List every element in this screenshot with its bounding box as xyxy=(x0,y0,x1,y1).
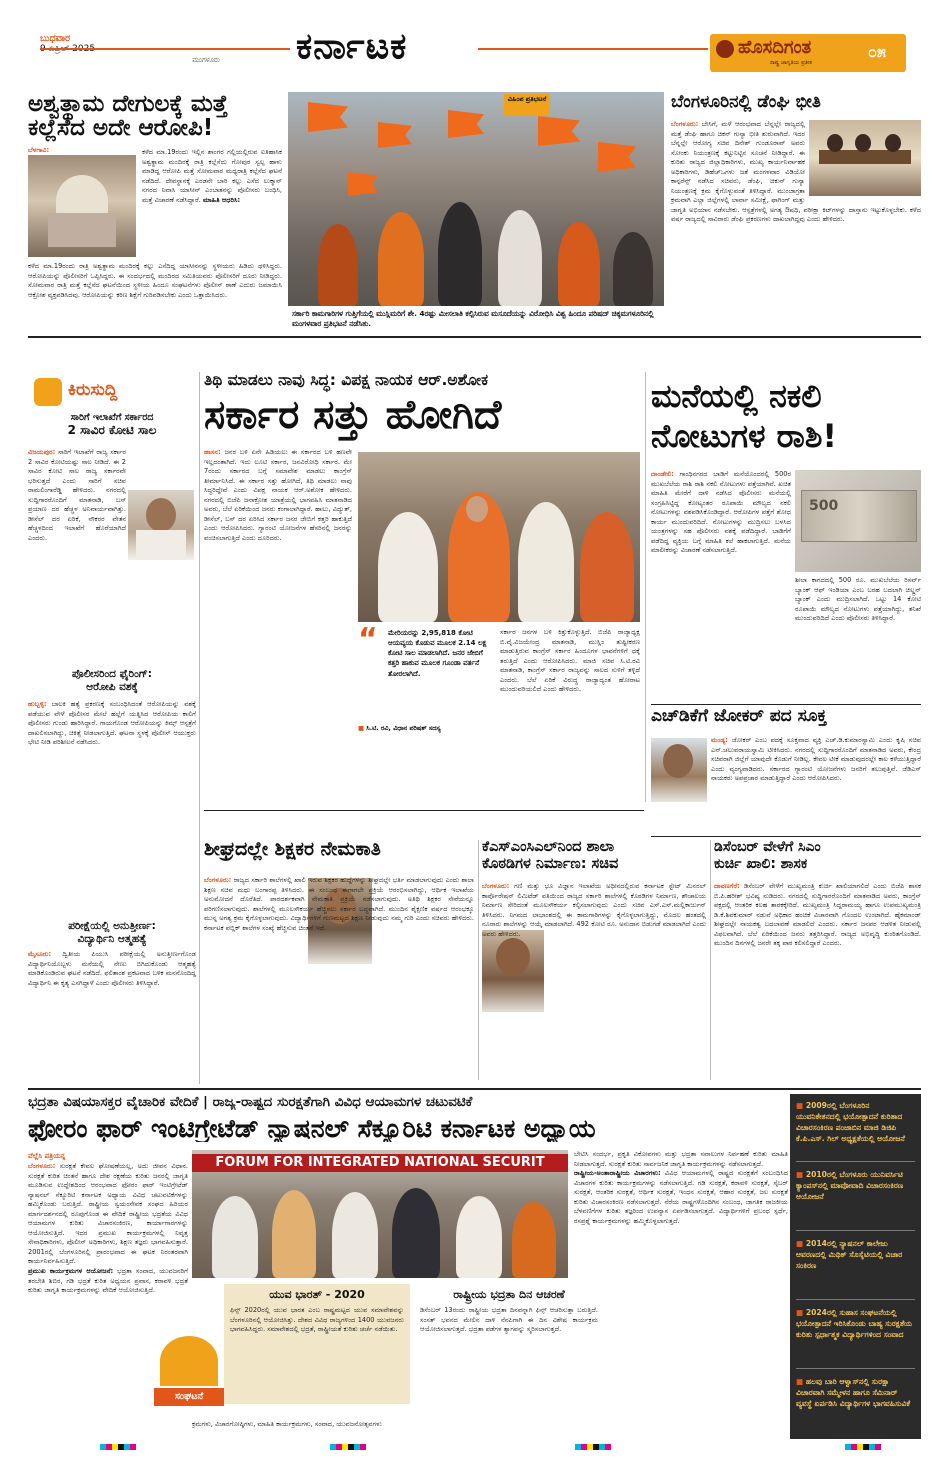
kiru-b3-text: ದ್ವಿತೀಯ ಪಿಯುಸಿ ಪರೀಕ್ಷೆಯಲ್ಲಿ ಅನುತ್ತೀರ್ಣಗೊಂಡ ವಿದ್ಯಾರ್ಥಿನಿಯೊಬ್ಬಳು ಮನೆಯಲ್ಲಿ ನೇಣು ಬಿಗಿದುಕೊಂಡು ಆತ್ಮಹತ್ಯೆ ಮಾಡಿಕೊಂಡಿರುವ ಘಟನೆ ನಡೆದಿದೆ. ಫಲಿತಾಂಶ ಪ್ರಕಟವಾದ ಬಳಿಕ ಮನನೊಂದಿದ್ದ ವಿದ್ಯಾರ್ಥಿನಿ ಈ ಕೃತ್ಯ ಎಸಗಿದ್ದಾಳೆ ಎಂದು ಪೊಲೀಸರು ತಿಳಿಸಿದ್ದಾರೆ. xyxy=(28,950,196,987)
lead-quote-by xyxy=(358,724,494,733)
story-dengue xyxy=(671,94,921,332)
kiru-h1a: ಸಾರಿಗೆ ಇಲಾಖೆಗೆ ಸರ್ಕಾರದ xyxy=(70,412,154,423)
bullet-icon: ■ xyxy=(796,1170,806,1179)
lead-quote: ಮೇರಿಯರನ್ನು 2,95,818 ಕೋಟಿ ಆಯವ್ಯಯ ಕೊಡುವ ಮೂಲಕ 2.14 ಲಕ್ಷ ಕೋಟಿ ಸಾಲ ಮಾಡಲಾಗಿದೆ. ಜನರ ಜೇಬಿಗೆ ಕತ್ತರಿ ಹಾಕುವ ಮೂಲಕ ಗೂಂಡಾ ವರ್ತನೆ ತೋರಲಾಗಿದೆ. xyxy=(388,629,487,678)
protest-photo-block xyxy=(288,92,664,332)
story-dengue-dateline: ಬೆಂಗಳೂರು: xyxy=(671,120,699,128)
ksmcl-body-text: ಗಣಿ ಮತ್ತು ಭೂ ವಿಜ್ಞಾನ ಇಲಾಖೆಯ ಅಧೀನದಲ್ಲಿರುವ ಕರ್ನಾಟಕ ಸ್ಟೇಟ್ ಮಿನರಲ್ ಕಾರ್ಪೊರೇಷನ್ ಲಿಮಿಟೆಡ್ ವತಿಯಿಂದ ರಾಜ್ಯದ ಸರ್ಕಾರಿ ಶಾಲೆಗಳಲ್ಲಿ ಕೊಠಡಿಗಳ ನಿರ್ಮಾಣ, ಶೌಚಾಲಯ ನಿರ್ಮಾಣ ಸೇರಿದಂತೆ ಮೂಲಸೌಕರ್ಯ ಕಲ್ಪಿಸಲಾಗುವುದು ಎಂದು ಸಚಿವ ಎಸ್.ಎಸ್.ಮಲ್ಲಿಕಾರ್ಜುನ್ ತಿಳಿಸಿದರು. ನಿಗಮದ ಲಾಭಾಂಶದಲ್ಲಿ ಈ ಕಾಮಗಾರಿಗಳನ್ನು ಕೈಗೊಳ್ಳಲಾಗುತ್ತಿದ್ದು, ಮೊದಲ ಹಂತದಲ್ಲಿ ನೂರಾರು ಶಾಲೆಗಳನ್ನು ಆಯ್ಕೆ ಮಾಡಲಾಗಿದೆ. 492 ಕೋಟಿ ರೂ. ಅನುದಾನ ಬಿಡುಗಡೆ ಮಾಡಲಾಗಿದೆ ಎಂದು ಅವರು ಹೇಳಿದರು. xyxy=(482,882,706,938)
kiru-b1 xyxy=(28,448,196,616)
kiru-header xyxy=(28,372,196,406)
ksmcl-dateline: ಬೆಂಗಳೂರು: xyxy=(482,882,510,890)
timeline-rule xyxy=(796,1230,915,1231)
story-hdk xyxy=(651,708,921,834)
ksmcl-title-1: ಕೆಎಸ್‌ಎಂಸಿಎಲ್‌ನಿಂದ ಶಾಲಾ xyxy=(482,839,615,855)
divider-2 xyxy=(204,810,644,811)
hdk-rule xyxy=(651,704,921,705)
cm-title-1: ಡಿಸೆಂಬರ್ ವೇಳೆಗೆ ಸಿಎಂ xyxy=(714,839,821,855)
lead-title: ಸರ್ಕಾರ ಸತ್ತು ಹೋಗಿದೆ xyxy=(204,392,502,439)
story-temple-sub: ಮಾಹಿತಿ ಆಧರಿಸಿ: xyxy=(202,195,241,204)
lead-dateline: ಹಾಸನ: xyxy=(204,448,221,456)
cm-title-2: ಕುರ್ಚಿ ಖಾಲಿ: ಶಾಸಕ xyxy=(714,855,808,872)
kiru-b2-text: ಬಾಲಕಿ ಹತ್ಯೆ ಪ್ರಕರಣಕ್ಕೆ ಸಂಬಂಧಿಸಿದಂತೆ ಆರೋಪಿಯನ್ನು ವಶಕ್ಕೆ ಪಡೆಯುವ ವೇಳೆ ಪೊಲೀಸರ ಮೇಲೆ ಹಲ್ಲೆಗೆ ಯತ್ನಿಸಿದ ಆರೋಪಿಯ ಕಾಲಿಗೆ ಪೊಲೀಸರು ಗುಂಡು ಹಾರಿಸಿದ್ದಾರೆ. ಗಾಯಗೊಂಡ ಆರೋಪಿಯನ್ನು ಕಿಮ್ಸ್ ಆಸ್ಪತ್ರೆಗೆ ದಾಖಲಿಸಲಾಗಿದ್ದು, ಚಿಕಿತ್ಸೆ ನೀಡಲಾಗುತ್ತಿದೆ. ಘಟನಾ ಸ್ಥಳಕ್ಕೆ ಪೊಲೀಸ್ ಆಯುಕ್ತರು ಭೇಟಿ ನೀಡಿ ಪರಿಶೀಲನೆ ನಡೆಸಿದರು. xyxy=(28,700,196,747)
temple-photo xyxy=(28,155,136,257)
fake-body-more-text: ಶೀಲಾ ಕಾಗದದಲ್ಲಿ 500 ರೂ. ಮುಖಬೆಲೆಯ ರಿಸರ್ವ್ ಬ್ಯಾಂಕ್ ಆಫ್ ಇಂಡಿಯಾ ಎಂಬ ಬರಹ ಬದಲಾಗಿ ಚಿಲ್ಡ್ರನ್ ಬ್ಯಾಂಕ್ ಎಂದು ಮುದ್ರಿಸಲಾಗಿದೆ. ಒಟ್ಟು 14 ಕೋಟಿ ರೂಪಾಯಿ ಮೌಲ್ಯದ ನೋಟುಗಳು ಪತ್ತೆಯಾಗಿದ್ದು, ತನಿಖೆ ಮುಂದುವರಿದಿದೆ ಎಂದು ಪೊಲೀಸರು ತಿಳಿಸಿದ್ದಾರೆ. xyxy=(795,576,921,623)
forum-banner: FORUM FOR INTEGRATED NATIONAL SECURIT xyxy=(192,1154,568,1172)
yuva-bharat-box xyxy=(224,1284,410,1404)
forum-byline: ವೆಲ್ಲೆಸಿ ಪತ್ರಿಯನ್ನ xyxy=(28,1152,66,1160)
kiru-h3b: ವಿದ್ಯಾರ್ಥಿನಿ ಆತ್ಮಹತ್ಯೆ xyxy=(77,933,147,945)
kiru-dl1: ವಿಜಯಪುರ: xyxy=(28,448,56,456)
lead-quote-box xyxy=(358,622,494,796)
rb-title: ರಾಷ್ಟ್ರೀಯ ಭದ್ರತಾ ದಿನ ಆಚರಣೆ xyxy=(453,1288,565,1301)
forum-photo xyxy=(192,1150,568,1278)
orange-rule-right xyxy=(478,48,708,50)
timeline-item-text: 2009ರಲ್ಲಿ ಬೆಂಗಳೂರಿನ ಯುವನಿಕೇತನದಲ್ಲಿ ಭಯೋತ್ಪಾದನೆ ಕುರಿತಾದ ವಿಚಾರಸಂಕಿರಣ ಪಂಜಾಬಿನ ಮಾಜಿ ಡಿಜಿಪಿ ಕೆ.ಪಿ.ಎಸ್. ಗಿಲ್ ಅಧ್ಯಕ್ಷತೆಯಲ್ಲಿ ಆಯೋಜನೆ xyxy=(796,1101,905,1143)
page-number: ೦೫ xyxy=(868,42,886,61)
divider-1 xyxy=(28,336,921,338)
hdk-body-text: ಜೋಕರ್ ಎಂಬ ಪದಕ್ಕೆ ಸೂಕ್ತವಾದ ವ್ಯಕ್ತಿ ಎಚ್.ಡಿ.ಕುಮಾರಸ್ವಾಮಿ ಎಂದು ಕೃಷಿ ಸಚಿವ ಎನ್.ಚಲುವರಾಯಸ್ವಾಮಿ ಟೀಕಿಸಿದರು. ನಗರದಲ್ಲಿ ಸುದ್ದಿಗಾರರೊಂದಿಗೆ ಮಾತನಾಡಿದ ಅವರು, ಕೇಂದ್ರ ಸಚಿವರಾಗಿ ಜಿಲ್ಲೆಗೆ ಯಾವುದೇ ಕೊಡುಗೆ ನೀಡಿಲ್ಲ. ಕೇವಲ ಟೀಕೆ ಮಾಡುವುದರಲ್ಲೇ ಕಾಲ ಕಳೆಯುತ್ತಿದ್ದಾರೆ ಎಂದು ವ್ಯಂಗ್ಯವಾಡಿದರು. ಸರ್ಕಾರದ ಗ್ಯಾರಂಟಿ ಯೋಜನೆಗಳು ಜನರಿಗೆ ತಲುಪುತ್ತಿವೆ. ಜೆಡಿಎಸ್ ನಾಯಕರು ಅಪಪ್ರಚಾರ ಮಾಡುತ್ತಿದ್ದಾರೆ ಎಂದು ಆರೋಪಿಸಿದರು. xyxy=(711,736,921,783)
forum-title: ಫೋರಂ ಫಾರ್ ಇಂಟಿಗ್ರೇಟೆಡ್ ನ್ಯಾಷನಲ್ ಸೆಕ್ಯೂರಿಟಿ ಕರ್ನಾಟಕ ಅಧ್ಯಾಯ xyxy=(28,1116,596,1143)
kiru-dl3: ಮೈಸೂರು: xyxy=(28,950,52,958)
divider-3 xyxy=(28,1088,921,1090)
kiru-h2b: ಆರೋಪಿ ವಶಕ್ಕೆ xyxy=(86,681,138,693)
story-dengue-body xyxy=(671,120,921,332)
timeline-item-text: 2010ರಲ್ಲಿ ಬೆಂಗಳೂರು ಯುನಿವರ್ಸಿಟಿ ಕ್ಯಾಂಪಸ್‌ನಲ್ಲಿ ಮಾವೋವಾದಿ ವಿಚಾರಸಂಕಿರಣ ಆಯೋಜನೆ xyxy=(796,1170,904,1201)
fake-dateline: ದಾಂಡೇಲಿ: xyxy=(651,470,674,478)
timeline-item xyxy=(796,1376,915,1435)
protest-badge: ವಿಹಿಂಪ ಪ್ರತಿಭಟನೆ xyxy=(504,94,550,115)
note-value: 500 xyxy=(809,498,839,514)
lead-kicker: ತಿಥಿ ಮಾಡಲು ನಾವು ಸಿದ್ಧ: ವಿಪಕ್ಷ ನಾಯಕ ಆರ್.ಅಶೋಕ xyxy=(204,371,489,389)
forum-timeline xyxy=(790,1094,921,1439)
ksmcl-title-2: ಕೊಠಡಿಗಳ ನಿರ್ಮಾಣ: ಸಚಿವ xyxy=(482,856,619,873)
fake-body-text: ಗಾಂಧಿನಗರದ ಬಾಡಿಗೆ ಮನೆಯೊಂದರಲ್ಲಿ 500ರ ಮುಖಬೆಲೆಯ ರಾಶಿ ರಾಶಿ ನಕಲಿ ನೋಟುಗಳು ಪತ್ತೆಯಾಗಿವೆ. ಖಚಿತ ಮಾಹಿತಿ ಮೇರೆಗೆ ದಾಳಿ ನಡೆಸಿದ ಪೊಲೀಸರು ಮನೆಯಲ್ಲಿ ಸಂಗ್ರಹಿಸಿಟ್ಟಿದ್ದ ಕೋಟ್ಯಂತರ ರೂಪಾಯಿ ಮೌಲ್ಯದ ನಕಲಿ ನೋಟುಗಳನ್ನು ವಶಪಡಿಸಿಕೊಂಡಿದ್ದಾರೆ. ಆರೋಪಿಗಳ ಪತ್ತೆಗೆ ಶೋಧ ಕಾರ್ಯ ಮುಂದುವರಿದಿದೆ. ನೋಟುಗಳನ್ನು ಮುದ್ರಿಸಲು ಬಳಸಿದ ಯಂತ್ರಗಳನ್ನು ಸಹ ಪೊಲೀಸರು ವಶಕ್ಕೆ ಪಡೆದಿದ್ದಾರೆ. ಬಾಡಿಗೆಗೆ ಪಡೆದಿದ್ದ ವ್ಯಕ್ತಿಯ ಬಗ್ಗೆ ಮಾಹಿತಿ ಕಲೆ ಹಾಕಲಾಗುತ್ತಿದೆ. ಮನೆಯ ಮಾಲೀಕರನ್ನು ವಿಚಾರಣೆ ನಡೆಸಲಾಗುತ್ತಿದೆ. xyxy=(651,470,791,555)
lead-photo xyxy=(358,452,640,622)
yb-title: ಯುವ ಭಾರತ್ - 2020 xyxy=(269,1288,365,1301)
timeline-rule xyxy=(796,1368,915,1369)
yb-body: ಫಿನ್ಸ್ 2020ರಲ್ಲಿ ಯುವ ಭಾರತ ಎಂಬ ರಾಷ್ಟ್ರಮಟ್ಟದ ಯುವ ಸಮಾವೇಶವನ್ನು ಬೆಂಗಳೂರಿನಲ್ಲಿ ಆಯೋಜಿಸಿತ್ತು. ದೇಶದ ವಿವಿಧ ರಾಜ್ಯಗಳಿಂದ 1400 ಯುವಜನರು ಭಾಗವಹಿಸಿದ್ದರು. ಸಮಾವೇಶದಲ್ಲಿ ಭದ್ರತೆ, ರಾಷ್ಟ್ರೀಯತೆ ಕುರಿತು ಚರ್ಚೆ ನಡೆಯಿತು. xyxy=(230,1306,404,1334)
cm-dateline: ದಾವಣಗೆರೆ: xyxy=(714,882,740,890)
timeline-item xyxy=(796,1169,915,1228)
logo-tagline: ರಾಷ್ಟ್ರ ಜಾಗೃತಿಯ ಪ್ರತೀಕ xyxy=(770,60,812,66)
lead-divider xyxy=(645,372,646,802)
quote-marker-icon: ■ xyxy=(358,724,367,732)
registration-marks xyxy=(0,1441,945,1453)
forum-tail: ಕ್ರಮಗಳು, ವಿಚಾರಗೋಷ್ಠಿಗಳು, ಮಾಹಿತಿ ಕಾರ್ಯಕ್ರಮಗಳು, ಸಂವಾದ, ಯುವಜನೋತ್ಸವಗಳು xyxy=(192,1420,382,1428)
hdk-dateline: ಮಂಡ್ಯ: xyxy=(711,736,728,744)
masthead-city: ಮಂಗಳೂರು xyxy=(192,56,220,64)
forum-sub: ಪ್ರಮುಖ ಕಾರ್ಯಕ್ರಮಗಳ ಆಯೋಜನೆ: xyxy=(28,1267,114,1276)
lead-body2: ಸರ್ಕಾರ ಜನಗಳ ಬಳಿ ಕಿತ್ತುಕೊಳ್ಳುತ್ತಿದೆ. ಬಿಜೆಪಿ ರಾಜ್ಯಾಧ್ಯಕ್ಷ ಬಿ.ವೈ.ವಿಜಯೇಂದ್ರ ಮಾತನಾಡಿ, ಮುಸ್ಲಿಂ ತುಷ್ಟೀಕರಣ ಮಾಡುತ್ತಿರುವ ಕಾಂಗ್ರೆಸ್ ಸರ್ಕಾರ ಹಿಂದೂಗಳ ಭಾವನೆಗಳಿಗೆ ಧಕ್ಕೆ ತರುತ್ತಿದೆ ಎಂದು ಆರೋಪಿಸಿದರು. ಮಾಜಿ ಸಚಿವ ಸಿ.ಟಿ.ರವಿ ಮಾತನಾಡಿ, ಕಾಂಗ್ರೆಸ್ ಸರ್ಕಾರ ರಾಜ್ಯವನ್ನು ಸಾಲದ ಸುಳಿಗೆ ತಳ್ಳಿದೆ ಎಂದರು. ಬೆಲೆ ಏರಿಕೆ ವಿರುದ್ಧ ರಾಜ್ಯಾದ್ಯಂತ ಹೋರಾಟ ಮುಂದುವರಿಯಲಿದೆ ಎಂದು ಹೇಳಿದರು. xyxy=(500,628,640,694)
date-block xyxy=(40,33,160,54)
cm-body-text: ಡಿಸೆಂಬರ್ ವೇಳೆಗೆ ಮುಖ್ಯಮಂತ್ರಿ ಕುರ್ಚಿ ಖಾಲಿಯಾಗಲಿದೆ ಎಂದು ಬಿಜೆಪಿ ಶಾಸಕ ಬಿ.ಪಿ.ಹರೀಶ್ ಭವಿಷ್ಯ ನುಡಿದರು. ನಗರದಲ್ಲಿ ಸುದ್ದಿಗಾರರೊಂದಿಗೆ ಮಾತನಾಡಿದ ಅವರು, ಕಾಂಗ್ರೆಸ್ ಪಕ್ಷದಲ್ಲಿ ಆಂತರಿಕ ಕಲಹ ತಾರಕಕ್ಕೇರಿದೆ. ಮುಖ್ಯಮಂತ್ರಿ ಸಿದ್ದರಾಮಯ್ಯ ಹಾಗೂ ಉಪಮುಖ್ಯಮಂತ್ರಿ ಡಿ.ಕೆ.ಶಿವಕುಮಾರ್ ನಡುವೆ ಅಧಿಕಾರ ಹಂಚಿಕೆ ವಿಚಾರವಾಗಿ ಗೊಂದಲ ಉಂಟಾಗಿದೆ. ಹೈಕಮಾಂಡ್ ಶೀಘ್ರದಲ್ಲೇ ನಾಯಕತ್ವ ಬದಲಾವಣೆ ಮಾಡಲಿದೆ ಎಂದರು. ಸರ್ಕಾರ ಜನಪರ ಆಡಳಿತ ನೀಡುವಲ್ಲಿ ವಿಫಲವಾಗಿದೆ. ಬೆಲೆ ಏರಿಕೆಯಿಂದ ಜನರು ತತ್ತರಿಸಿದ್ದಾರೆ. ರಾಜ್ಯದ ಅಭಿವೃದ್ಧಿ ಕುಂಠಿತಗೊಂಡಿದೆ. ಮುಂದಿನ ದಿನಗಳಲ್ಲಿ ಜನರೇ ತಕ್ಕ ಪಾಠ ಕಲಿಸಲಿದ್ದಾರೆ ಎಂದರು. xyxy=(714,882,921,948)
story-temple-title-2: ಕಲ್ಲೆಸೆದ ಅದೇ ಆರೋಪಿ! xyxy=(28,115,214,142)
kiru-h3 xyxy=(28,920,196,946)
teachers-title: ಶೀಘ್ರದಲ್ಲೇ ಶಿಕ್ಷಕರ ನೇಮಕಾತಿ xyxy=(204,838,381,860)
kiru-h2a: ಪೊಲೀಸರಿಂದ ಫೈರಿಂಗ್: xyxy=(71,668,153,680)
timeline-item xyxy=(796,1307,915,1366)
story-dengue-text: ಬೇಸಿಗೆ, ಮಳೆ ಆರಂಭವಾದ ಬೆನ್ನಲ್ಲೇ ರಾಜ್ಯದಲ್ಲಿ ಮತ್ತೆ ಡೆಂಘಿ ಹಾಗೂ ಚಿಕನ್ ಗುನ್ಯಾ ಭೀತಿ ಶುರುವಾಗಿದೆ. ಇದರ ಬೆನ್ನಲ್ಲೇ ಆರೋಗ್ಯ ಸಚಿವ ದಿನೇಶ್ ಗುಂಡೂರಾವ್ ಅವರು ಸೋಂಕು ನಿಯಂತ್ರಣಕ್ಕೆ ಕಟ್ಟುನಿಟ್ಟಿನ ಸೂಚನೆ ನೀಡಿದ್ದಾರೆ. ಈ ಕುರಿತು ರಾಜ್ಯದ ಜಿಲ್ಲಾಧಿಕಾರಿಗಳು, ಮುಖ್ಯ ಕಾರ್ಯನಿರ್ವಾಹಕ ಅಧಿಕಾರಿಗಳು, ಡಿಹೆಚ್‌ಒಗಳು ಜತೆ ಮಂಗಳವಾರ ವಿಡಿಯೋ ಕಾನ್ಫರೆನ್ಸ್ ನಡೆಸಿದ ಸಚಿವರು, ಡೆಂಘಿ, ಚಿಕುನ್ ಗುನ್ಯಾ ನಿಯಂತ್ರಣಕ್ಕೆ ಕ್ರಮ ಕೈಗೊಳ್ಳುವಂತೆ ತಿಳಿಸಿದ್ದಾರೆ. ಮುಂಜಾಗ್ರತಾ ಕ್ರಮವಾಗಿ ಎಲ್ಲಾ ಜಿಲ್ಲೆಗಳಲ್ಲಿ ಲಾರ್ವಾ ಸಮೀಕ್ಷೆ, ಫಾಗಿಂಗ್ ಮತ್ತು ಜಾಗೃತಿ ಅಭಿಯಾನ ನಡೆಸಬೇಕು. ಆಸ್ಪತ್ರೆಗಳಲ್ಲಿ ಅಗತ್ಯ ಔಷಧಿ, ಪರೀಕ್ಷಾ ಕಿಟ್‌ಗಳನ್ನು ದಾಸ್ತಾನು ಇಟ್ಟುಕೊಳ್ಳಬೇಕು. ಕಳೆದ ವರ್ಷ ರಾಜ್ಯದಲ್ಲಿ ಸಾವಿರಾರು ಡೆಂಘಿ ಪ್ರಕರಣಗಳು ದಾಖಲಾಗಿದ್ದವು ಎಂದು ಹೇಳಿದರು. xyxy=(671,120,921,224)
story-temple-body-col xyxy=(142,148,282,260)
ksmcl-divider xyxy=(710,840,711,1080)
forum-kicker: ಭದ್ರತಾ ವಿಷಯಾಸಕ್ತರ ವೈಚಾರಿಕ ವೇದಿಕೆ | ರಾಜ್ಯ-ರಾಷ್ಟ್ರದ ಸುರಕ್ಷತೆಗಾಗಿ ವಿವಿಧ ಆಯಾಮಗಳ ಚಟುವಟಿಕೆ xyxy=(28,1094,473,1110)
lead-body: ಜನರ ಬಳಿ ಏನೇ ಹಿಡಿಯಲು ಈ ಸರ್ಕಾರದ ಬಳಿ ಹಣವೇ ಇಲ್ಲದಂತಾಗಿದೆ. ಇದು ಲೂಟಿ ಸರ್ಕಾರ, ಜನವಿರೋಧಿ ಸರ್ಕಾರ. ಮೇ 7ರಂದು ಸರ್ಕಾರದ ಬಗ್ಗೆ ಸಮಾವೇಶ ಮಾಡಲು ಕಾಂಗ್ರೆಸ್ ತೀರ್ಮಾನಿಸಿದೆ. ಈ ಸರ್ಕಾರ ಸತ್ತು ಹೋಗಿದೆ, ತಿಥಿ ಮಾಡಲು ನಾವು ಸಿದ್ಧರಿದ್ದೇವೆ ಎಂದು ವಿಪಕ್ಷ ನಾಯಕ ಆರ್.ಅಶೋಕ ಹೇಳಿದರು. ನಗರದಲ್ಲಿ ಬಿಜೆಪಿ ಜನಾಕ್ರೋಶ ಯಾತ್ರೆಯಲ್ಲಿ ಭಾಗವಹಿಸಿ ಮಾತನಾಡಿದ ಅವರು, ಬೆಲೆ ಏರಿಕೆಯಿಂದ ಜನರು ಕಂಗಾಲಾಗಿದ್ದಾರೆ. ಹಾಲು, ವಿದ್ಯುತ್, ಡೀಸೆಲ್, ಬಸ್ ದರ ಏರಿಸಿದ ಸರ್ಕಾರ ಜನರ ಜೇಬಿಗೆ ಕತ್ತರಿ ಹಾಕುತ್ತಿದೆ ಎಂದು ಆರೋಪಿಸಿದರು. ಗ್ಯಾರಂಟಿ ಯೋಜನೆಗಳ ಹೆಸರಿನಲ್ಲಿ ಜನರನ್ನು ವಂಚಿಸಲಾಗುತ್ತಿದೆ ಎಂದು ದೂರಿದರು. xyxy=(204,448,352,542)
fake-body-more xyxy=(795,576,921,698)
lead-body-col1 xyxy=(204,448,352,790)
cm-body xyxy=(714,882,921,1080)
note-photo xyxy=(795,470,921,572)
bullet-icon: ■ xyxy=(796,1308,806,1317)
story-temple-title-1: ಅಶ್ವತ್ಥಾಮ ದೇಗುಲಕ್ಕೆ ಮತ್ತೆ xyxy=(28,91,228,117)
story-cm-chair xyxy=(714,840,921,1080)
fake-title-1: ಮನೆಯಲ್ಲಿ ನಕಲಿ xyxy=(651,377,822,415)
kiru-b3 xyxy=(28,950,196,1072)
logo-text: ಹೊಸದಿಗಂತ xyxy=(738,37,812,58)
protest-photo xyxy=(288,92,664,306)
kiru-b2 xyxy=(28,700,196,870)
story-dengue-title: ಬೆಂಗಳೂರಿನಲ್ಲಿ ಡೆಂಘಿ ಭೀತಿ xyxy=(671,92,821,112)
ksmcl-body xyxy=(482,882,706,1080)
lead-quote-by-text: ಸಿ.ಟಿ. ರವಿ, ವಿಧಾನ ಪರಿಷತ್ ಸದಸ್ಯ xyxy=(366,724,441,732)
story-temple-dateline: ಬೆಳಗಾವಿ: xyxy=(28,146,50,154)
story-ksmcl xyxy=(482,840,706,1080)
forum-body-text: ಸುರಕ್ಷತೆ ಕೇವಲ ಘೋಷಣೆಯಲ್ಲ, ಅದು ಜೀವನ ವಿಧಾನ. ಸುರಕ್ಷತೆ ಕುರಿತ ಚಿಂತನೆ ಹಾಗೂ ದೇಶ ರಕ್ಷಣೆಯ ಕುರಿತು ಜನರಲ್ಲಿ ಜಾಗೃತಿ ಮೂಡಿಸುವ ಉದ್ದೇಶದಿಂದ ಆರಂಭವಾದ ಫೋರಂ ಫಾರ್ ಇಂಟಿಗ್ರೇಟೆಡ್ ನ್ಯಾಷನಲ್ ಸೆಕ್ಯೂರಿಟಿ ಕರ್ನಾಟಕ ಅಧ್ಯಾಯ ವಿವಿಧ ಚಟುವಟಿಕೆಗಳನ್ನು ಹಮ್ಮಿಕೊಂಡು ಬರುತ್ತಿದೆ. ರಾಷ್ಟ್ರೀಯ ಸ್ವಯಂಸೇವಕ ಸಂಘದ ಹಿರಿಯರ ಮಾರ್ಗದರ್ಶನದಲ್ಲಿ ರೂಪುಗೊಂಡ ಈ ವೇದಿಕೆ ರಾಷ್ಟ್ರೀಯ ಭದ್ರತೆಯ ವಿವಿಧ ಆಯಾಮಗಳ ಕುರಿತು ವಿಚಾರಸಂಕಿರಣ, ಕಾರ್ಯಾಗಾರಗಳನ್ನು ಆಯೋಜಿಸುತ್ತಿದೆ. ಇದರ ಪ್ರಮುಖ ಕಾರ್ಯಕ್ರಮಗಳಲ್ಲಿ ನಿವೃತ್ತ ಸೇನಾಧಿಕಾರಿಗಳು, ಪೊಲೀಸ್ ಅಧಿಕಾರಿಗಳು, ಶಿಕ್ಷಣ ತಜ್ಞರು ಭಾಗವಹಿಸುತ್ತಾರೆ. 2001ರಲ್ಲಿ ಬೆಂಗಳೂರಿನಲ್ಲಿ ಪ್ರಾರಂಭವಾದ ಈ ಘಟಕ ನಿರಂತರವಾಗಿ ಕಾರ್ಯನಿರ್ವಹಿಸುತ್ತಿದೆ. xyxy=(28,1162,188,1266)
timeline-item xyxy=(796,1100,915,1159)
bullet-icon: ■ xyxy=(796,1377,806,1386)
kiru-suddi xyxy=(28,372,196,1072)
timeline-item xyxy=(796,1238,915,1297)
timeline-item-text: 2024ರಲ್ಲಿ ಸುಹಾಸ ಸಂಘಟನೆಯಲ್ಲಿ ಭಯೋತ್ಪಾದನೆ ಇರಿಸಿಕೊಂಡು ಬಾಹ್ಯ ಸುರಕ್ಷತೆಯ ಕುರಿತು ಸ್ಪರ್ಧಾತ್ಮಕ ವಿದ್ಯಾರ್ಥಿಗಳಿಂದ ಸಂವಾದ xyxy=(796,1308,913,1339)
forum-dateline: ಬೆಂಗಳೂರು: xyxy=(28,1162,56,1170)
fake-title-2: ನೋಟುಗಳ ರಾಶಿ! xyxy=(651,416,837,455)
story-temple-body-text: ಕಳೆದ ಮಾ.19ರಂದು ಇಲ್ಲಿನ ಶಾಂಗರ ಗಲ್ಲಿಯಲ್ಲಿರುವ ಐತಿಹಾಸಿಕ ಅಶ್ವತ್ಥಾಮ ಮಂದಿರಕ್ಕೆ ರಾತ್ರಿ ಕಲ್ಲೆಸೆದು ಗೋಪುರ ಸ್ವಲ್ಪ ಹಾಳು ಮಾಡಿದ್ದ ಆರೋಪಿ ಮತ್ತೆ ಸೋಮವಾರ ಮಧ್ಯರಾತ್ರಿ ಕಲ್ಲೆಸೆದ ಘಟನೆ ನಡೆದಿದೆ. ದೇವಸ್ಥಾನಕ್ಕೆ ಎರಡನೇ ಬಾರಿ ಕಲ್ಲು ಎಸೆದ ಲುಕ್ಮಾನ್ ನಗರದ ನಿವಾಸಿ ಯಾಸೀನ್ ಎಂಬಾತನನ್ನು ಪೊಲೀಸರು ಬಂಧಿಸಿ, ಮತ್ತೆ ವಿಚಾರಣೆ ನಡೆಸಿದ್ದಾರೆ. xyxy=(142,148,282,204)
teachers-body xyxy=(204,876,474,1080)
story-temple-body-bottom xyxy=(28,262,282,330)
timeline-list xyxy=(790,1094,921,1439)
quote-icon: “ xyxy=(358,622,378,657)
masthead xyxy=(0,0,945,92)
fake-body xyxy=(651,470,791,576)
teachers-divider xyxy=(478,840,479,1080)
bullet-icon: ■ xyxy=(796,1239,806,1248)
timeline-item-text: ಹಲವು ಬಾರಿ ಆಳ್ವಾಸ್‌ನಲ್ಲಿ ಸುರಕ್ಷಾ ವಿಚಾರವಾಗಿ ಸಮ್ಮೇಳನ ಹಾಗೂ ಸೆಮಿನಾರ್ ವ್ಯವಸ್ಥೆ ಏರ್ಪಡಿಸಿ ವಿದ್ಯಾರ್ಥಿಗಳ ಭಾಗವಹಿಸುವಿಕೆ xyxy=(796,1377,911,1408)
hdk-body xyxy=(651,736,921,832)
kiru-dl2: ಹುಬ್ಬಳ್ಳಿ: xyxy=(28,700,47,708)
kiru-h1b: 2 ಸಾವಿರ ಕೋಟಿ ಸಾಲ xyxy=(67,423,157,437)
story-fake-notes xyxy=(651,377,921,700)
kiru-b1-text: ಸಾರಿಗೆ ಇಲಾಖೆಗೆ ರಾಜ್ಯ ಸರ್ಕಾರ 2 ಸಾವಿರ ಕೋಟಿಯಷ್ಟು ಸಾಲ ನೀಡಿದೆ. ಈ 2 ಸಾವಿರ ಕೋಟಿ ಸಾಲ ರಾಜ್ಯ ಸರ್ಕಾರವೇ ಭರಿಸುತ್ತದೆ ಎಂದು ಸಾರಿಗೆ ಸಚಿವ ರಾಮಲಿಂಗಾರೆಡ್ಡಿ ಹೇಳಿದರು. ನಗರದಲ್ಲಿ ಸುದ್ದಿಗಾರರೊಂದಿಗೆ ಮಾತನಾಡಿ, ಬಸ್ ಪ್ರಯಾಣ ದರ ಹೆಚ್ಚಳ ಅನಿವಾರ್ಯವಾಗಿತ್ತು. ಡೀಸೆಲ್ ದರ ಏರಿಕೆ, ನೌಕರರ ವೇತನ ಹೆಚ್ಚಳದಿಂದ ಇಲಾಖೆಗೆ ಹೊರೆಯಾಗಿದೆ ಎಂದರು. xyxy=(28,448,126,542)
section-title: ಕರ್ನಾಟಕ xyxy=(296,26,408,67)
forum-col3-body: ಬೇಟಿಸಿ ಸಂದರ್ಭ, ಪ್ರಕೃತಿ ವಿಕೋಪಗಳು ಮತ್ತು ಭದ್ರತಾ ಸವಾಲುಗಳ ನಿರ್ವಹಣೆ ಕುರಿತು ಮಾಹಿತಿ ನೀಡಲಾಗುತ್ತದೆ. ಸುರಕ್ಷತೆ ಕುರಿತು ಸಾರ್ವಜನಿಕ ಜಾಗೃತಿ ಕಾರ್ಯಕ್ರಮಗಳನ್ನು ನಡೆಸಲಾಗುತ್ತದೆ. xyxy=(574,1150,788,1168)
orange-rule-left xyxy=(40,48,290,50)
timeline-item-text: 2014ರಲ್ಲಿ ನ್ಯಾಷನಲ್ ಕಾಲೇಜು ಆವರಣದಲ್ಲಿ ಮಿಥಿಕ್ ಸೊಸೈಟಿಯಲ್ಲಿ ವಿಚಾರ ಸಂಕಿರಣ xyxy=(796,1239,903,1270)
forum-col3-sub: ರಾಷ್ಟ್ರೀಯ-ಅಂತಾರಾಷ್ಟ್ರೀಯ ವಿಚಾರಗಳು: xyxy=(574,1169,661,1178)
logo-box xyxy=(710,34,906,72)
lotus-icon xyxy=(716,40,734,58)
forum-col3 xyxy=(574,1150,788,1412)
timeline-rule xyxy=(796,1161,915,1162)
forum-col3-body2: ವಿವಿಧ ಆಯಾಮಗಳಲ್ಲಿ ರಾಷ್ಟ್ರದ ಸುರಕ್ಷತೆಗೆ ಸಂಬಂಧಿಸಿದ ವಿಚಾರಗಳ ಕುರಿತು ಕಾರ್ಯಕ್ರಮಗಳನ್ನು ನಡೆಸಲಾಗುತ್ತಿದೆ. ಗಡಿ ಸುರಕ್ಷತೆ, ಕರಾವಳಿ ಸುರಕ್ಷತೆ, ಸೈಬರ್ ಸುರಕ್ಷತೆ, ಆಂತರಿಕ ಸುರಕ್ಷತೆ, ಆರ್ಥಿಕ ಸುರಕ್ಷತೆ, ಇಂಧನ ಸುರಕ್ಷತೆ, ಆಹಾರ ಸುರಕ್ಷತೆ, ಜಲ ಸುರಕ್ಷತೆ ಕುರಿತು ವಿಚಾರಸಂಕಿರಣ ನಡೆಸಲಾಗುತ್ತದೆ. ನೆರೆಯ ರಾಷ್ಟ್ರಗಳೊಂದಿಗಿನ ಸಂಬಂಧ, ಜಾಗತಿಕ ರಾಜಕೀಯ ಬೆಳವಣಿಗೆಗಳ ಕುರಿತು ತಜ್ಞರಿಂದ ಉಪನ್ಯಾಸ ಏರ್ಪಡಿಸಲಾಗುತ್ತದೆ. ವಿದ್ಯಾರ್ಥಿಗಳಿಗೆ ಪ್ರಬಂಧ ಸ್ಪರ್ಧೆ, ರಸಪ್ರಶ್ನೆ ಕಾರ್ಯಕ್ರಮಗಳನ್ನು ಹಮ್ಮಿಕೊಳ್ಳಲಾಗುತ್ತದೆ. xyxy=(574,1169,788,1225)
teachers-dateline: ಬೆಂಗಳೂರು: xyxy=(204,876,232,884)
kiru-divider xyxy=(199,372,200,1084)
lead-body-col3 xyxy=(500,628,640,796)
hand-icon xyxy=(34,378,62,406)
teachers-body-text: ರಾಜ್ಯದ ಸರ್ಕಾರಿ ಶಾಲೆಗಳಲ್ಲಿ ಖಾಲಿ ಇರುವ ಶಿಕ್ಷಕರ ಹುದ್ದೆಗಳನ್ನು ಶೀಘ್ರದಲ್ಲೇ ಭರ್ತಿ ಮಾಡಲಾಗುವುದು ಎಂದು ಶಾಲಾ ಶಿಕ್ಷಣ ಸಚಿವ ಮಧು ಬಂಗಾರಪ್ಪ ತಿಳಿಸಿದರು. ಈ ಸಂಬಂಧ ಈಗಾಗಲೇ ಪ್ರಕ್ರಿಯೆ ಆರಂಭಿಸಲಾಗಿದ್ದು, ಆರ್ಥಿಕ ಇಲಾಖೆಯ ಅನುಮೋದನೆ ದೊರೆತಿದೆ. ಪಾರದರ್ಶಕವಾಗಿ ನೇಮಕಾತಿ ಪ್ರಕ್ರಿಯೆ ನಡೆಸಲಾಗುವುದು. ಅತಿಥಿ ಶಿಕ್ಷಕರ ಸೇವೆಯನ್ನೂ ಪರಿಗಣಿಸಲಾಗುವುದು. ಶಾಲೆಗಳಲ್ಲಿ ಮೂಲಸೌಕರ್ಯ ಹೆಚ್ಚಿಸಲು ಸರ್ಕಾರ ಬದ್ಧವಾಗಿದೆ. ಮುಂದಿನ ಶೈಕ್ಷಣಿಕ ವರ್ಷದ ಆರಂಭಕ್ಕೂ ಮುನ್ನ ಅಗತ್ಯ ಕ್ರಮ ಕೈಗೊಳ್ಳಲಾಗುವುದು. ವಿದ್ಯಾರ್ಥಿಗಳಿಗೆ ಗುಣಮಟ್ಟದ ಶಿಕ್ಷಣ ನೀಡುವುದು ನಮ್ಮ ಗುರಿ ಎಂದು ಸಚಿವರು ಹೇಳಿದರು. ಕರ್ನಾಟಕ ಪಬ್ಲಿಕ್ ಶಾಲೆಗಳ ಸಂಖ್ಯೆ ಹೆಚ್ಚಿಸುವ ಚಿಂತನೆ ಇದೆ. xyxy=(204,876,474,932)
rb-body: ಡಿಸೆಂಬರ್ 13ರಂದು ರಾಷ್ಟ್ರೀಯ ಭದ್ರತಾ ದಿನವನ್ನಾಗಿ ಫಿನ್ಸ್ ಆಚರಿಸುತ್ತಾ ಬರುತ್ತಿದೆ. ಸಂಸತ್ ಭವನದ ಮೇಲಿನ ದಾಳಿ ನೆನಪಿಗಾಗಿ ಈ ದಿನ ವಿಶೇಷ ಕಾರ್ಯಕ್ರಮ ಆಯೋಜಿಸಲಾಗುತ್ತದೆ. ಭದ್ರತಾ ಪಡೆಗಳ ತ್ಯಾಗವನ್ನು ಸ್ಮರಿಸಲಾಗುತ್ತದೆ. xyxy=(420,1306,598,1334)
org-logo-text: ಸಂಘಟನೆ xyxy=(154,1388,224,1406)
kiru-h2 xyxy=(28,668,196,694)
timeline-rule xyxy=(796,1299,915,1300)
hdk-title: ಎಚ್‌ಡಿಕೆಗೆ ಜೋಕರ್ ಪದ ಸೂಕ್ತ xyxy=(651,706,827,726)
story-temple-body2: ಕಳೆದ ಮಾ.19ರಂದು ರಾತ್ರಿ ಅಶ್ವತ್ಥಾಮ ಮಂದಿರಕ್ಕೆ ಕಲ್ಲು ಎಸೆದಿದ್ದ ಯಾಸೀನನನ್ನು ಸ್ಥಳೀಯರು ಹಿಡಿದು ಥಳಿಸಿದ್ದರು. ಆರೋಪಿಯನ್ನು ಪೊಲೀಸರಿಗೆ ಒಪ್ಪಿಸಿದ್ದರು. ಈ ಸಂದರ್ಭದಲ್ಲಿ ಮಂದಿರದ ಸಮಿತಿಯವರು ಪೊಲೀಸರಿಗೆ ದೂರು ನೀಡಿದ್ದರು. ಸೋಮವಾರ ರಾತ್ರಿ ಮತ್ತೆ ಕಲ್ಲೆಸೆದ ಘಟನೆಯಿಂದ ಸ್ಥಳೀಯ ಹಿಂದೂ ಸಂಘಟನೆಗಳು ಪೊಲೀಸ್ ಠಾಣೆ ಎದುರು ಜಮಾಯಿಸಿ ಆಕ್ರೋಶ ವ್ಯಕ್ತಪಡಿಸಿದವು. ಆರೋಪಿಯನ್ನು ಕಠಿಣ ಶಿಕ್ಷೆಗೆ ಗುರಿಪಡಿಸಬೇಕು ಎಂದು ಒತ್ತಾಯಿಸಿದರು. xyxy=(28,262,282,299)
protest-caption: ಸರ್ಕಾರಿ ಕಾಮಗಾರಿಗಳ ಗುತ್ತಿಗೆಯಲ್ಲಿ ಮುಸ್ಲಿಮರಿಗೆ ಶೇ. 4ರಷ್ಟು ಮೀಸಲಾತಿ ಕಲ್ಪಿಸಿರುವ ಮಸೂದೆಯನ್ನು ವಿರೋಧಿಸಿ ವಿಶ್ವ ಹಿಂದೂ ಪರಿಷದ್ ಚಿಕ್ಕಮಗಳೂರಿನಲ್ಲಿ ಮಂಗಳವಾರ ಪ್ರತಿಭಟನೆ ನಡೆಸಿತು. xyxy=(292,309,654,329)
kiru-h3a: ಪರೀಕ್ಷೆಯಲ್ಲಿ ಅನುತ್ತೀರ್ಣ: xyxy=(68,920,156,932)
story-teachers xyxy=(204,840,474,1080)
kiru-brand: ಕಿರುಸುದ್ದಿ xyxy=(68,380,118,400)
org-logo xyxy=(154,1330,224,1410)
lead-story xyxy=(204,372,640,806)
forum-body2: ಭದ್ರತಾ ಸಂವಾದ, ಯುವಜನರಿಗೆ ತರಬೇತಿ ಶಿಬಿರ, ಗಡಿ ಭದ್ರತೆ ಕುರಿತ ಅಧ್ಯಯನ ಪ್ರವಾಸ, ಕರಾವಳಿ ಭದ್ರತೆ ಕುರಿತು ಜಾಗೃತಿ ಕಾರ್ಯಕ್ರಮಗಳನ್ನು ವೇದಿಕೆ ಆಯೋಜಿಸುತ್ತಿದೆ. xyxy=(28,1267,188,1295)
bullet-icon: ■ xyxy=(796,1101,806,1110)
masthead-day: ಬುಧವಾರ xyxy=(40,33,71,44)
kiru-h1 xyxy=(28,412,196,438)
story-temple xyxy=(28,92,282,330)
divider-2b xyxy=(651,836,921,837)
forum-block xyxy=(28,1094,788,1439)
